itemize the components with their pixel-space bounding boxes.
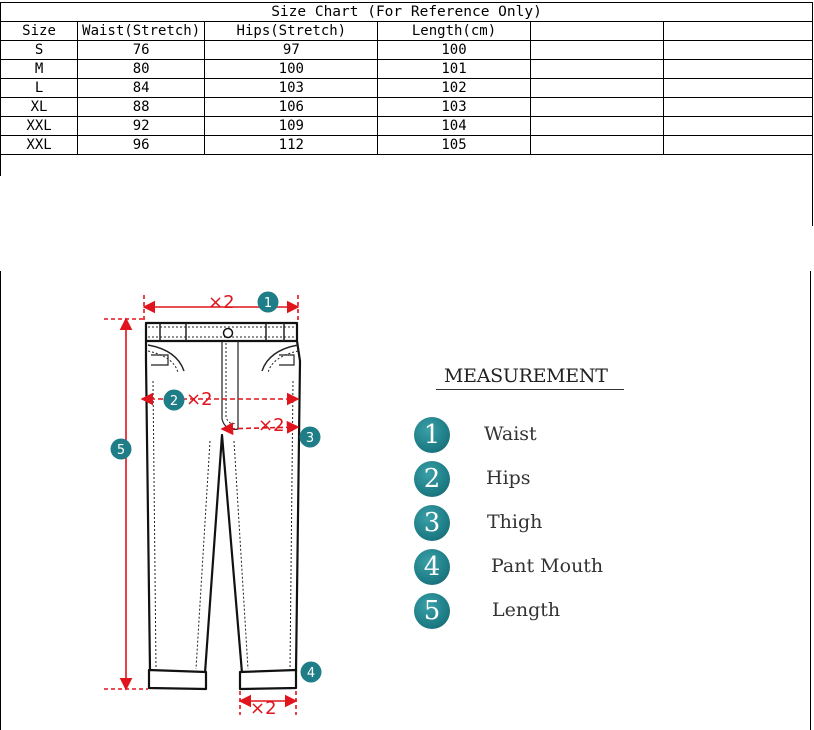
marker-badge-5 xyxy=(111,439,132,460)
table-frame-edge xyxy=(0,154,1,176)
legend-item-pant-mouth xyxy=(414,549,664,587)
table-cell xyxy=(663,41,812,60)
table-row xyxy=(1,41,813,60)
table-row xyxy=(1,79,813,98)
marker-badge-1 xyxy=(258,292,279,313)
table-cell xyxy=(663,79,812,98)
legend-label: Waist xyxy=(484,423,537,445)
svg-text:1: 1 xyxy=(263,296,273,311)
table-cell: L xyxy=(1,79,78,98)
table-cell: 101 xyxy=(378,60,530,79)
table-title: Size Chart (For Reference Only) xyxy=(1,3,813,22)
table-row xyxy=(1,117,813,136)
legend-heading: MEASUREMENT xyxy=(444,365,608,387)
table-cell: 105 xyxy=(378,136,530,155)
col-header-size: Size xyxy=(1,22,78,41)
table-cell: 88 xyxy=(78,98,205,117)
button-icon xyxy=(224,329,233,338)
heading-underline xyxy=(436,389,624,390)
number-badge-icon: 3 xyxy=(414,505,450,541)
waist-multiplier: ×2 xyxy=(208,292,235,313)
table-cell xyxy=(663,136,812,155)
table-cell: 109 xyxy=(205,117,378,136)
table-cell xyxy=(663,60,812,79)
number-badge-icon: 4 xyxy=(414,549,450,585)
table-cell xyxy=(530,136,663,155)
pants-outline xyxy=(146,323,300,689)
table-cell: 112 xyxy=(205,136,378,155)
measurement-diagram xyxy=(0,271,814,730)
table-row xyxy=(1,98,813,117)
marker-badge-3 xyxy=(300,427,321,448)
legend-label: Length xyxy=(492,599,561,621)
table-cell xyxy=(663,117,812,136)
table-cell xyxy=(663,98,812,117)
table-cell: 76 xyxy=(78,41,205,60)
svg-text:4: 4 xyxy=(306,666,316,681)
table-cell xyxy=(530,79,663,98)
table-cell: XL xyxy=(1,98,78,117)
size-table xyxy=(0,2,813,155)
number-badge-icon: 2 xyxy=(414,461,450,497)
table-cell: 80 xyxy=(78,60,205,79)
table-row xyxy=(1,136,813,155)
legend-item-thigh xyxy=(414,505,664,543)
table-cell: 84 xyxy=(78,79,205,98)
table-header-row xyxy=(1,22,813,41)
number-badge-icon: 1 xyxy=(414,417,450,453)
legend-label: Thigh xyxy=(487,511,543,533)
table-cell: 100 xyxy=(205,60,378,79)
col-header-length: Length(cm) xyxy=(378,22,530,41)
table-cell: XXL xyxy=(1,136,78,155)
table-cell: 96 xyxy=(78,136,205,155)
col-header-blank-2 xyxy=(663,22,812,41)
col-header-blank-1 xyxy=(530,22,663,41)
svg-text:2: 2 xyxy=(169,394,179,409)
table-cell: 104 xyxy=(378,117,530,136)
table-cell: S xyxy=(1,41,78,60)
pants-illustration xyxy=(0,271,400,730)
table-cell xyxy=(530,117,663,136)
size-chart xyxy=(0,0,814,230)
marker-badge-4 xyxy=(301,662,322,683)
table-frame-edge xyxy=(812,154,813,226)
col-header-waist: Waist(Stretch) xyxy=(78,22,205,41)
table-cell: 97 xyxy=(205,41,378,60)
table-cell: 100 xyxy=(378,41,530,60)
svg-text:5: 5 xyxy=(116,443,126,458)
legend-label: Pant Mouth xyxy=(491,555,604,577)
table-cell xyxy=(530,98,663,117)
number-badge-icon: 5 xyxy=(414,593,450,629)
svg-text:3: 3 xyxy=(305,431,315,446)
mouth-multiplier: ×2 xyxy=(250,698,277,719)
legend-label: Hips xyxy=(486,467,531,489)
thigh-multiplier: ×2 xyxy=(258,415,285,436)
legend-item-hips xyxy=(414,461,664,499)
table-cell xyxy=(530,41,663,60)
table-cell: 92 xyxy=(78,117,205,136)
legend-item-waist xyxy=(414,417,664,455)
table-row xyxy=(1,60,813,79)
table-cell: M xyxy=(1,60,78,79)
hips-multiplier: ×2 xyxy=(186,389,213,410)
table-cell: XXL xyxy=(1,117,78,136)
marker-badge-2 xyxy=(164,390,185,411)
frame-edge xyxy=(810,271,811,730)
legend-item-length xyxy=(414,593,664,631)
table-cell: 102 xyxy=(378,79,530,98)
measure-lines xyxy=(104,295,298,715)
table-cell: 106 xyxy=(205,98,378,117)
table-cell xyxy=(530,60,663,79)
table-cell: 103 xyxy=(378,98,530,117)
col-header-hips: Hips(Stretch) xyxy=(205,22,378,41)
pants-stitching xyxy=(148,323,298,669)
table-cell: 103 xyxy=(205,79,378,98)
